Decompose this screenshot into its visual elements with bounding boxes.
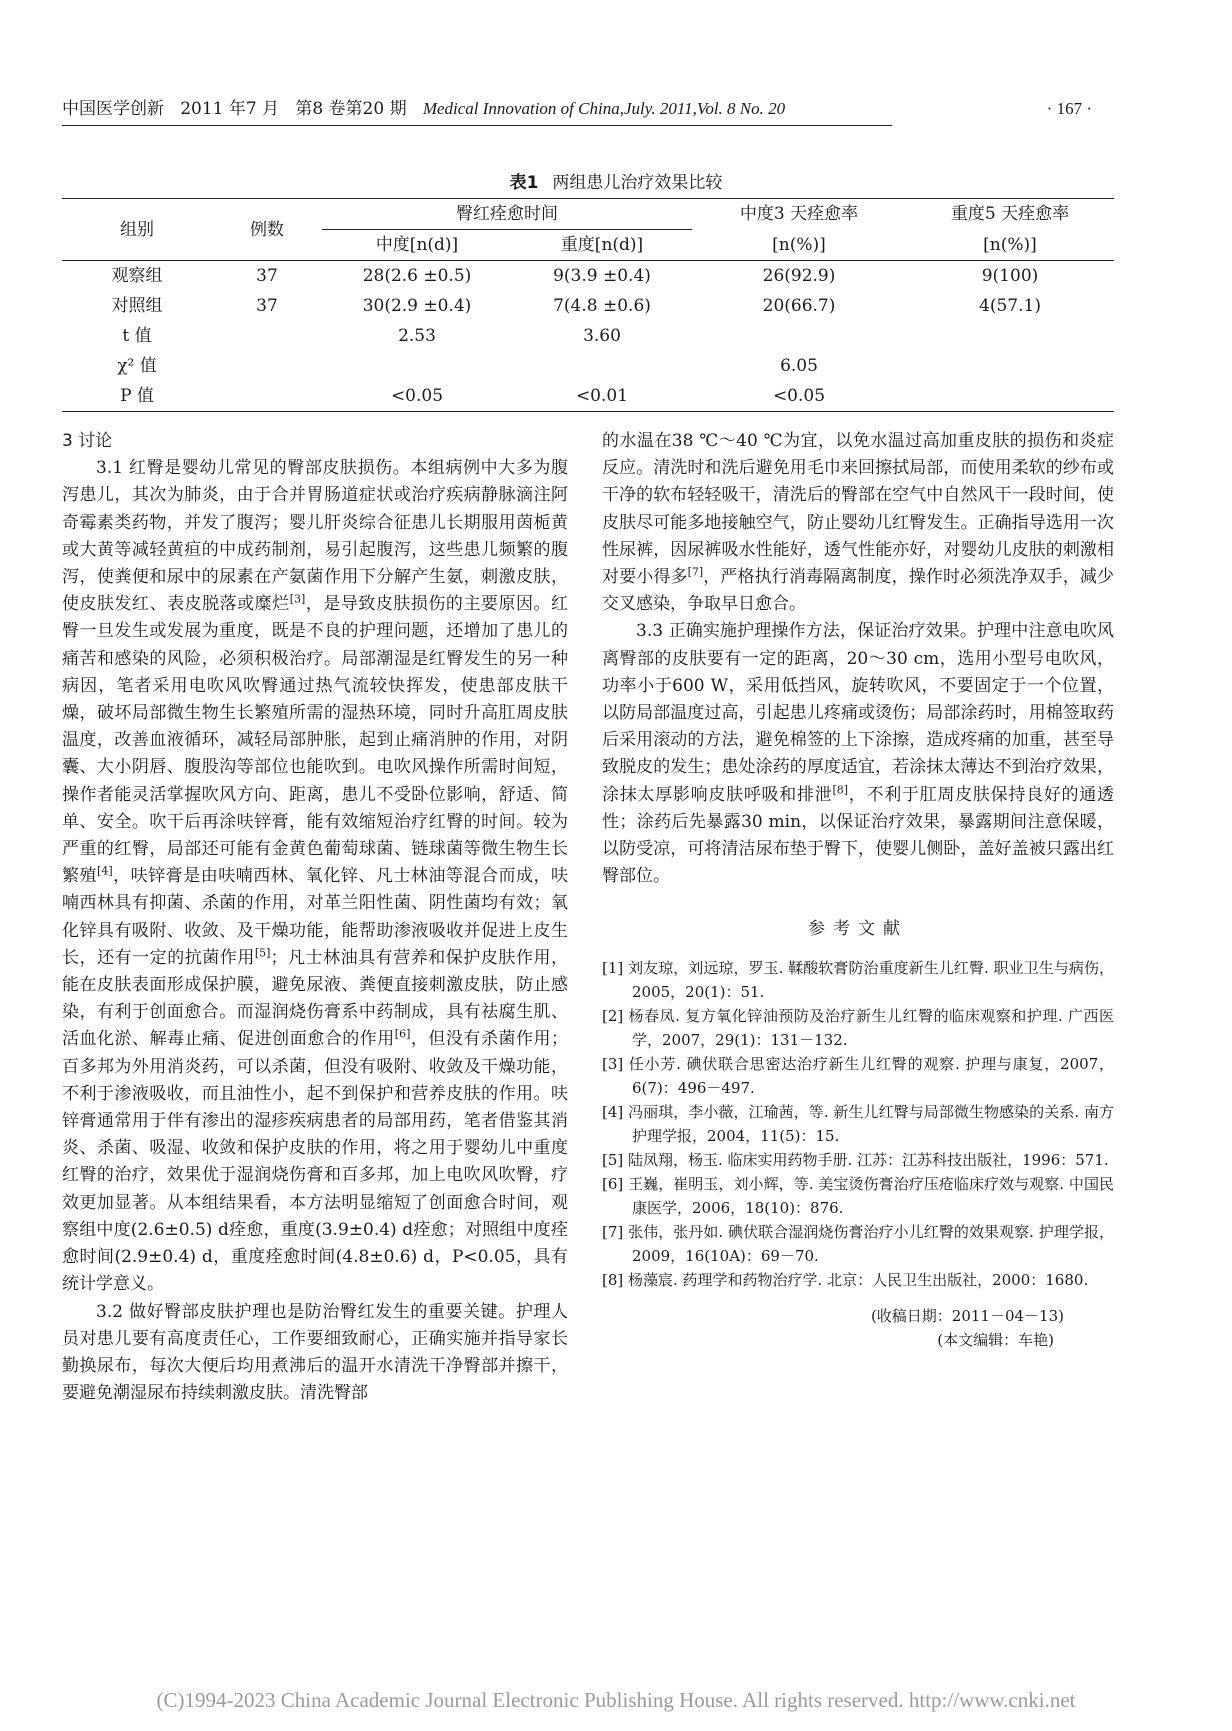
reference-item: [3] 任小芳. 碘伏联合思密达治疗新生儿红臀的观察. 护理与康复，2007，6(7)：496－497. [602, 1054, 1114, 1097]
reference-item: [1] 刘友琼，刘远琼，罗玉. 鞣酸软膏防治重度新生儿红臀. 职业卫生与病伤，2005，20(1)：51. [602, 958, 1114, 1001]
reference-item: [2] 杨春凤. 复方氧化锌油预防及治疗新生儿红臀的临床观察和护理. 广西医学，2007，29(1)：131－132. [602, 1006, 1114, 1049]
header-moderate-3day-unit: [n(%)] [692, 230, 906, 261]
reference-item: [5] 陆凤翔，杨玉. 临床实用药物手册. 江苏：江苏科技出版社，1996：571. [602, 1150, 1109, 1169]
editor-credit: (本文编辑：车艳) [937, 1330, 1054, 1349]
cell-count [212, 351, 322, 381]
cell-count [212, 321, 322, 351]
header-count: 例数 [212, 199, 322, 261]
copyright-watermark: (C)1994-2023 China Academic Journal Electronic Publishing House. All rights reserved. http://www.cnki.net [156, 1688, 1076, 1712]
section-title-discussion: 3 讨论 [62, 431, 113, 451]
table-row [62, 261, 1114, 292]
text-span: ，是导致皮肤损伤的主要原因。红臀一旦发生或发展为重度，既是不良的护理问题，还增加了患儿的痛苦和感染的风险，必须积极治疗。局部潮湿是红臀发生的另一种病因，笔者采用电吹风吹臀通过热气流较快挥发，使患部皮肤干燥，破坏局部微生物生长繁殖所需的湿热环境，同时升高肛周皮肤温度，改善血液循环，减轻局部肿胀，起到止痛消肿的作用，对阴囊、大小阴唇、腹股沟等部位也能吹到。电吹风操作所需时间短，操作者能灵活掌握吹风方向、距离，患儿不受卧位影响，舒适、简单、安全。吹干后再涂呋锌膏，能有效缩短治疗红臀的时间。较为严重的红臀，局部还可能有金黄色葡萄球菌、链球菌等微生物生长繁殖 [62, 594, 569, 887]
table-label: 表1 [509, 173, 539, 193]
page-number: · 167 · [1046, 99, 1092, 118]
left-column [62, 428, 568, 1407]
header-severe: 重度[n(d)] [512, 230, 692, 261]
citation: [8] [832, 782, 849, 796]
volume-issue: 第8 卷第20 期 [295, 99, 407, 119]
reference-item: [6] 王巍，崔明玉，刘小辉，等. 美宝烫伤膏治疗压疮临床疗效与观察. 中国民康医学，2006，18(10)：876. [602, 1174, 1114, 1217]
references-title: 参考文献 [808, 919, 908, 940]
running-header [62, 96, 1092, 122]
cell-severe [512, 351, 692, 381]
text-span: ，但没有杀菌作用；百多邦为外用消炎药，可以杀菌，但没有吸附、收敛及干燥功能，不利于渗液吸收，而且油性小，起不到保护和营养皮肤的作用。呋锌膏通常用于伴有渗出的湿疹疾病患者的局部用药，笔者借鉴其消炎、杀菌、吸湿、收敛和保护皮肤的作用，将之用于婴幼儿中重度红臀的治疗，效果优于湿润烧伤膏和百多邦，加上电吹风吹臀，疗效更加显著。从本组结果看，本方法明显缩短了创面愈合时间，观察组中度(2.6±0.5) d痊愈，重度(3.9±0.4) d痊愈；对照组中度痊愈时间(2.9±0.4) d，重度痊愈时间(4.8±0.6) d，P<0.05，具有统计学意义。 [62, 1029, 569, 1295]
cell-rate5 [906, 321, 1114, 351]
cell-count: 37 [256, 296, 278, 316]
text-span: ，呋锌膏是由呋喃西林、氧化锌、凡士林油等混合而成，呋喃西林具有抑菌、杀菌的作用，对革兰阳性菌、阴性菌均有效；氧化锌具有吸附、收敛、及干燥功能，能帮助渗液吸收并促进上皮生长，还有一定的抗菌作用 [62, 866, 569, 968]
header-moderate: 中度[n(d)] [322, 230, 512, 261]
text-span: 3.1 红臀是婴幼儿常见的臀部皮肤损伤。本组病例中大多为腹泻患儿，其次为肺炎，由于合并胃肠道症状或治疗疾病静脉滴注阿奇霉素类药物，并发了腹泻；婴儿肝炎综合征患儿长期服用茵栀黄或大黄等减轻黄疸的中成药制剂，易引起腹泻，这些患儿频繁的腹泻，使粪便和尿中的尿素在产氨菌作用下分解产生氨，刺激皮肤，使皮肤发红、表皮脱落或糜烂 [62, 458, 568, 615]
citation: [4] [97, 864, 113, 878]
cell-rate3 [692, 321, 906, 351]
cell-group: 观察组 [111, 266, 163, 286]
cell-count [212, 381, 322, 412]
paragraph-3-1 [62, 455, 568, 1298]
cell-severe: 7(4.8 ±0.6) [553, 296, 651, 316]
reference-item: [8] 杨藻宸. 药理学和药物治疗学. 北京：人民卫生出版社，2000：1680. [602, 1270, 1089, 1289]
reference-item: [7] 张伟，张丹如. 碘伏联合湿润烧伤膏治疗小儿红臀的效果观察. 护理学报，2009，16(10A)：69－70. [602, 1222, 1114, 1265]
journal-name-en: Medical Innovation of China,July. 2011,Vol. 8 No. 20 [422, 99, 786, 118]
cell-group: t 值 [122, 326, 152, 346]
cell-count: 37 [256, 266, 278, 286]
header-group: 组别 [62, 199, 212, 261]
table-row [62, 351, 1114, 381]
cell-moderate: 28(2.6 ±0.5) [362, 266, 472, 286]
cell-rate3: 20(66.7) [762, 296, 836, 316]
cell-rate5: 4(57.1) [979, 296, 1041, 316]
paragraph-3-3 [602, 618, 1114, 890]
received-date: (收稿日期：2011－04－13) [870, 1306, 1064, 1325]
table-row [62, 381, 1114, 412]
table-title: 两组患儿治疗效果比较 [552, 173, 723, 193]
header-severe-5day: 重度5 天痊愈率 [906, 199, 1114, 230]
journal-name-cn: 中国医学创新 [62, 99, 164, 119]
citation: [3] [289, 592, 306, 606]
header-rule [62, 125, 892, 126]
cell-severe: 9(3.9 ±0.4) [553, 266, 651, 286]
table-row [62, 321, 1114, 351]
right-column [602, 428, 1114, 1352]
text-span: 3.3 正确实施护理操作方法，保证治疗效果。护理中注意电吹风离臀部的皮肤要有一定的距离，20～30 cm，选用小型号电吹风，功率小于600 W，采用低挡风，旋转吹风，不要固定于一个位置，以防局部温度过高，引起患儿疼痛或烫伤；局部涂药时，用棉签取药后采用滚动的方法，避免棉签的上下涂擦，造成疼痛的加重，甚至导致脱皮的发生；患处涂药的厚度适宜，若涂抹太薄达不到治疗效果，涂抹太厚影响皮肤呼吸和排泄 [602, 621, 1114, 805]
citation: [6] [394, 1027, 411, 1041]
cell-moderate [322, 351, 512, 381]
cell-rate5 [906, 381, 1114, 412]
cell-severe: 3.60 [583, 326, 621, 346]
header-severe-5day-unit: [n(%)] [906, 230, 1114, 261]
citation: [5] [254, 946, 271, 960]
cell-rate5 [906, 351, 1114, 381]
cell-group: 对照组 [111, 296, 163, 316]
paragraph-3-2: 3.2 做好臀部皮肤护理也是防治臀红发生的重要关键。护理人员对患儿要有高度责任心，工作要细致耐心，正确实施并指导家长勤换尿布，每次大便后均用煮沸后的温开水清洗干净臀部并擦干，要避免潮湿尿布持续刺激皮肤。清洗臀部 [62, 1301, 568, 1404]
cell-moderate: 30(2.9 ±0.4) [362, 296, 472, 316]
cell-rate3: 26(92.9) [762, 266, 836, 286]
header-moderate-3day: 中度3 天痊愈率 [692, 199, 906, 230]
cell-group: P 值 [62, 381, 212, 412]
table-row [62, 291, 1114, 321]
cell-severe: <0.01 [512, 381, 692, 412]
text-span: ；凡士林油具有营养和保护皮肤作用，能在皮肤表面形成保护膜，避免尿液、粪便直接刺激皮肤，防止感染，有利于创面愈合。而湿润烧伤膏系中药制成，具有祛腐生肌、活血化淤、解毒止痛、促进创面愈合的作用 [62, 947, 569, 1050]
text-span: ，不利于肛周皮肤保持良好的通透性；涂药后先暴露30 min，以保证治疗效果，暴露期间注意保暖，以防受凉，可将清洁尿布垫于臀下，使婴儿侧卧，盖好盖被只露出红臀部位。 [602, 784, 1115, 887]
results-table [62, 198, 1114, 412]
citation: [7] [687, 565, 704, 579]
text-span: 的水温在38 ℃～40 ℃为宜，以免水温过高加重皮肤的损伤和炎症反应。清洗时和洗后避免用毛巾来回擦拭局部，而使用柔软的纱布或干净的软布轻轻吸干，清洗后的臀部在空气中自然风干一段时间，使皮肤尽可能多地接触空气，防止婴幼儿红臀发生。正确指导选用一次性尿裤，因尿裤吸水性能好，透气性能亦好，对婴幼儿皮肤的刺激相对要小得多 [602, 431, 1114, 588]
cell-moderate: <0.05 [322, 381, 512, 412]
paragraph-3-2-continued [602, 428, 1114, 618]
table-caption [0, 168, 1232, 193]
header-healing-time: 臀红痊愈时间 [322, 199, 692, 230]
text-span: ，严格执行消毒隔离制度，操作时必须洗净双手，减少交叉感染，争取早日愈合。 [602, 567, 1115, 615]
issue-date: 2011 年7 月 [180, 99, 280, 119]
cell-moderate: 2.53 [398, 326, 436, 346]
cell-rate3: <0.05 [692, 381, 906, 412]
cell-rate5: 9(100) [981, 266, 1039, 286]
cell-rate3: 6.05 [780, 356, 818, 376]
cell-group: χ² 值 [117, 356, 157, 376]
reference-item: [4] 冯丽琪，李小薇，江瑜茜，等. 新生儿红臀与局部微生物感染的关系. 南方护理学报，2004，11(5)：15. [602, 1102, 1114, 1145]
